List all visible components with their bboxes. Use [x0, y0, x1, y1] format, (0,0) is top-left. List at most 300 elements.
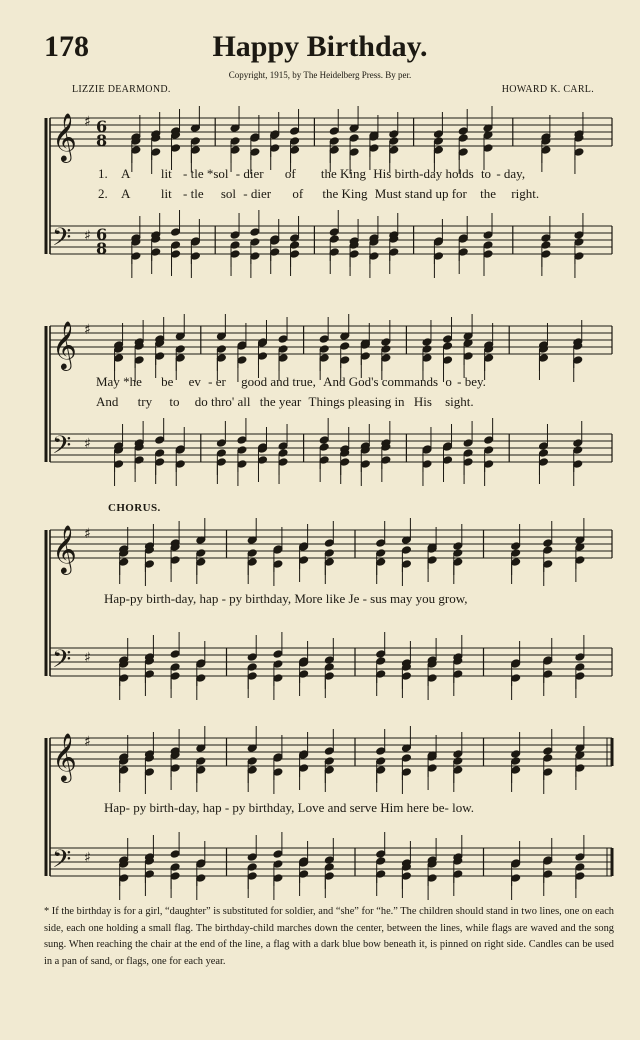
note-head [175, 345, 185, 354]
note-head [324, 539, 334, 548]
note-head [433, 252, 443, 261]
note-head [324, 757, 334, 766]
note-head [270, 248, 280, 257]
note-head [319, 443, 329, 452]
note-head [134, 456, 144, 465]
note-head [433, 146, 443, 155]
note-head [376, 757, 386, 766]
note-head [453, 558, 463, 567]
sharp-sign: ♯ [84, 734, 91, 750]
note-head [458, 134, 468, 143]
treble-clef: 𝄞 [52, 112, 77, 161]
note-head [376, 766, 386, 775]
note-head [453, 549, 463, 558]
sharp-sign: ♯ [84, 850, 91, 866]
note-head [114, 354, 124, 363]
note-head [237, 446, 247, 455]
note-head [170, 556, 180, 565]
note-head [389, 248, 399, 257]
note-head [349, 148, 359, 157]
lyric-syllable: Things pleasing in [308, 394, 405, 409]
note-head [543, 754, 553, 763]
note-head [573, 460, 583, 469]
note-head [422, 460, 432, 469]
note-head [543, 870, 553, 879]
note-head [270, 144, 280, 153]
note-head [538, 449, 548, 458]
note-head [574, 252, 584, 261]
note-head [443, 335, 453, 344]
note-head [484, 354, 494, 363]
note-head [389, 130, 399, 139]
note-head [324, 872, 334, 881]
note-head [151, 248, 161, 257]
lyric-syllable: try [137, 394, 153, 409]
treble-clef: 𝄞 [52, 524, 77, 573]
note-head [290, 250, 300, 259]
lyric-line-verse1b [96, 374, 486, 390]
note-head [247, 549, 257, 558]
note-head [453, 750, 463, 759]
note-head [134, 356, 144, 365]
note-head [511, 750, 521, 759]
note-head [155, 449, 165, 458]
note-head [144, 560, 154, 569]
note-head [575, 663, 585, 672]
note-head [511, 766, 521, 775]
note-head [511, 874, 521, 883]
note-head [324, 747, 334, 756]
note-head [278, 354, 288, 363]
note-head [247, 558, 257, 567]
note-head [329, 127, 339, 136]
note-head [463, 439, 473, 448]
note-head [144, 870, 154, 879]
note-head [376, 549, 386, 558]
bass-clef: 𝄢 [52, 431, 72, 466]
note-head [427, 556, 437, 565]
note-head [190, 252, 200, 261]
note-head [119, 674, 129, 683]
lyric-syllable: 1. [98, 166, 108, 181]
note-head [541, 146, 551, 155]
time-signature-top: 6 [96, 117, 108, 136]
note-head [575, 764, 585, 773]
note-head [273, 874, 283, 883]
note-head [422, 354, 432, 363]
lyricist-credit: LIZZIE DEARMOND. [72, 84, 171, 95]
lyric-syllable: ev [188, 374, 201, 389]
note-head [401, 672, 411, 681]
note-head [484, 460, 494, 469]
note-head [453, 757, 463, 766]
note-head [175, 460, 185, 469]
note-head [278, 335, 288, 344]
note-head [573, 439, 583, 448]
note-head [170, 663, 180, 672]
note-head [119, 558, 129, 567]
note-head [119, 766, 129, 775]
note-head [131, 146, 141, 155]
note-head [196, 874, 206, 883]
note-head [247, 872, 257, 881]
note-head [376, 558, 386, 567]
lyric-syllable: the year [259, 394, 302, 409]
note-head [278, 345, 288, 354]
note-head [543, 747, 553, 756]
sharp-sign: ♯ [84, 650, 91, 666]
note-head [324, 549, 334, 558]
lyric-syllable: And [96, 394, 119, 409]
lyric-line-chorus2: Hap- py birth-day, hap - py birthday, Love and serve Him here be- low. [104, 800, 475, 815]
note-head [575, 556, 585, 565]
note-head [360, 460, 370, 469]
note-head [170, 650, 180, 659]
note-head [151, 148, 161, 157]
note-head [483, 144, 493, 153]
note-head [574, 238, 584, 247]
note-head [541, 234, 551, 243]
note-head [299, 870, 309, 879]
note-head [511, 558, 521, 567]
note-head [575, 872, 585, 881]
note-head [290, 137, 300, 146]
note-head [511, 757, 521, 766]
note-head [484, 446, 494, 455]
lyric-syllable: - tle [183, 186, 204, 201]
note-head [278, 449, 288, 458]
note-head [463, 449, 473, 458]
lyric-syllable: the King [322, 186, 368, 201]
note-head [324, 856, 334, 865]
note-head [171, 241, 181, 250]
note-head [324, 672, 334, 681]
note-head [216, 439, 226, 448]
note-head [319, 354, 329, 363]
note-head [381, 338, 391, 347]
note-head [216, 345, 226, 354]
lyric-syllable: His [413, 394, 432, 409]
note-head [511, 549, 521, 558]
note-head [250, 238, 260, 247]
note-head [273, 768, 283, 777]
sharp-sign: ♯ [84, 436, 91, 452]
note-head [273, 860, 283, 869]
lyric-line-chorus1: Hap-py birth-day, hap - py birthday, More like Je - sus may you grow, [104, 591, 468, 606]
note-head [453, 542, 463, 551]
note-head [538, 354, 548, 363]
note-head [319, 436, 329, 445]
note-head [299, 764, 309, 773]
note-head [278, 458, 288, 467]
composer-credit: HOWARD K. CARL. [501, 84, 594, 95]
note-head [155, 436, 165, 445]
time-signature-bottom: 8 [96, 239, 108, 258]
note-head [340, 458, 350, 467]
note-head [247, 757, 257, 766]
note-head [458, 127, 468, 136]
lyric-syllable: - er [208, 374, 226, 389]
note-head [422, 338, 432, 347]
note-head [319, 345, 329, 354]
note-head [273, 660, 283, 669]
note-head [171, 144, 181, 153]
note-head [453, 670, 463, 679]
note-head [483, 250, 493, 259]
note-head [190, 137, 200, 146]
note-head [463, 458, 473, 467]
note-head [443, 356, 453, 365]
footnote: * If the birthday is for a girl, “daughter” is substituted for soldier, and “she” for “he.” The children should stand in two lines, one on each side, each one holding a small flag. The birthday-child marches down the center, between the lines, while flags are waved and the song sung. When reaching the chair at the end of the line, a flag with a dark blue bow beneath it, is pinned on right side. Candles can be used in a pan of sand, or flags, one for each year. [44, 906, 614, 967]
note-head [170, 672, 180, 681]
note-head [541, 241, 551, 250]
lyric-syllable: Must stand up for [374, 186, 467, 201]
note-head [511, 542, 521, 551]
lyric-syllable: the [480, 186, 497, 201]
note-head [196, 766, 206, 775]
note-head [453, 870, 463, 879]
note-head [427, 874, 437, 883]
note-head [230, 241, 240, 250]
note-head [376, 870, 386, 879]
note-head [196, 757, 206, 766]
lyric-syllable: of [292, 186, 304, 201]
note-head [216, 449, 226, 458]
note-head [196, 558, 206, 567]
note-head [247, 663, 257, 672]
note-head [273, 850, 283, 859]
lyric-syllable: A [121, 166, 130, 181]
note-head [131, 252, 141, 261]
note-head [290, 241, 300, 250]
note-head [230, 231, 240, 240]
lyric-syllable: And God's commands [323, 374, 439, 389]
note-head [369, 252, 379, 261]
lyric-syllable: His birth-day holds [373, 166, 474, 181]
note-head [427, 674, 437, 683]
note-head [290, 234, 300, 243]
note-head [538, 458, 548, 467]
note-head [376, 857, 386, 866]
note-head [376, 657, 386, 666]
lyric-syllable: lit [160, 166, 172, 181]
note-head [190, 146, 200, 155]
note-head [401, 546, 411, 555]
note-head [171, 228, 181, 237]
note-head [575, 863, 585, 872]
lyric-syllable: 2. [98, 186, 108, 201]
note-head [324, 766, 334, 775]
lyric-syllable: lit [160, 186, 172, 201]
hymn-title: Happy Birthday. [212, 30, 428, 63]
note-head [543, 539, 553, 548]
time-signature-top: 6 [96, 225, 108, 244]
sharp-sign: ♯ [84, 526, 91, 542]
note-head [483, 241, 493, 250]
lyric-syllable: to [169, 394, 180, 409]
note-head [340, 342, 350, 351]
note-head [144, 768, 154, 777]
lyric-syllable: May *he [96, 374, 142, 389]
note-head [290, 146, 300, 155]
note-head [575, 853, 585, 862]
note-head [247, 853, 257, 862]
note-head [389, 137, 399, 146]
copyright-notice: Copyright, 1915, by The Heidelberg Press. By per. [228, 70, 412, 80]
note-head [278, 442, 288, 451]
note-head [273, 650, 283, 659]
note-head [329, 137, 339, 146]
lyric-syllable: - day, [496, 166, 526, 181]
note-head [381, 354, 391, 363]
lyric-syllable: - dier [235, 166, 264, 181]
note-head [543, 768, 553, 777]
time-signature-bottom: 8 [96, 131, 108, 150]
lyric-syllable: A [121, 186, 130, 201]
treble-clef: 𝄞 [52, 320, 77, 369]
note-head [376, 747, 386, 756]
note-head [155, 352, 165, 361]
note-head [324, 558, 334, 567]
note-head [170, 764, 180, 773]
chorus-label: CHORUS. [108, 502, 161, 514]
note-head [389, 146, 399, 155]
note-head [376, 670, 386, 679]
note-head [458, 248, 468, 257]
note-head [433, 137, 443, 146]
note-head [369, 144, 379, 153]
note-head [543, 670, 553, 679]
note-head [541, 250, 551, 259]
note-head [575, 672, 585, 681]
lyric-syllable: o [445, 374, 452, 389]
sharp-sign: ♯ [84, 114, 91, 130]
note-head [324, 663, 334, 672]
note-head [250, 228, 260, 237]
note-head [170, 850, 180, 859]
note-head [453, 766, 463, 775]
lyric-syllable: of [284, 166, 296, 181]
note-head [329, 248, 339, 257]
treble-clef: 𝄞 [52, 732, 77, 781]
note-head [575, 653, 585, 662]
note-head [319, 456, 329, 465]
note-head [329, 228, 339, 237]
lyric-syllable: good and true, [241, 374, 316, 389]
note-head [324, 656, 334, 665]
note-head [299, 556, 309, 565]
lyric-syllable: right. [511, 186, 540, 201]
note-head [538, 442, 548, 451]
note-head [324, 863, 334, 872]
note-head [216, 458, 226, 467]
note-head [543, 560, 553, 569]
note-head [258, 456, 268, 465]
note-head [443, 342, 453, 351]
bass-clef: 𝄢 [52, 645, 72, 680]
note-head [376, 650, 386, 659]
note-head [175, 354, 185, 363]
note-head [381, 456, 391, 465]
bass-clef: 𝄢 [52, 223, 72, 258]
hymn-number: 178 [44, 30, 89, 63]
note-head [319, 335, 329, 344]
note-head [401, 872, 411, 881]
note-head [237, 460, 247, 469]
note-head [247, 766, 257, 775]
bass-clef: 𝄢 [52, 845, 72, 880]
note-head [543, 546, 553, 555]
note-head [427, 764, 437, 773]
note-head [484, 436, 494, 445]
note-head [114, 460, 124, 469]
lyric-line-verse1a [98, 166, 525, 182]
note-head [247, 653, 257, 662]
note-head [230, 146, 240, 155]
note-head [381, 345, 391, 354]
note-head [401, 768, 411, 777]
note-head [290, 127, 300, 136]
note-head [401, 754, 411, 763]
note-head [250, 148, 260, 157]
note-head [170, 863, 180, 872]
note-head [360, 352, 370, 361]
note-head [349, 250, 359, 259]
note-head [329, 146, 339, 155]
note-head [247, 863, 257, 872]
note-head [574, 148, 584, 157]
note-head [511, 674, 521, 683]
note-head [258, 352, 268, 361]
note-head [155, 458, 165, 467]
lyric-syllable: - tle *sol [183, 166, 229, 181]
lyric-line-verse2a [98, 186, 539, 202]
note-head [299, 670, 309, 679]
lyric-syllable: sight. [445, 394, 474, 409]
sharp-sign: ♯ [84, 322, 91, 338]
note-head [250, 252, 260, 261]
note-head [573, 446, 583, 455]
note-head [458, 148, 468, 157]
sharp-sign: ♯ [84, 228, 91, 244]
note-head [247, 672, 257, 681]
note-head [196, 549, 206, 558]
note-head [273, 674, 283, 683]
note-head [237, 436, 247, 445]
note-head [422, 345, 432, 354]
lyric-syllable: do thro' all [194, 394, 251, 409]
lyric-syllable: the King [320, 166, 367, 181]
note-head [401, 560, 411, 569]
note-head [171, 250, 181, 259]
note-head [230, 137, 240, 146]
note-head [273, 560, 283, 569]
note-head [329, 235, 339, 244]
note-head [483, 231, 493, 240]
note-head [144, 670, 154, 679]
note-head [237, 356, 247, 365]
note-head [433, 130, 443, 139]
lyric-syllable: - bey. [457, 374, 486, 389]
note-head [349, 134, 359, 143]
lyric-syllable: sol [220, 186, 237, 201]
lyric-syllable: to [480, 166, 492, 181]
note-head [376, 539, 386, 548]
note-head [230, 250, 240, 259]
note-head [196, 674, 206, 683]
note-head [119, 874, 129, 883]
note-head [340, 356, 350, 365]
